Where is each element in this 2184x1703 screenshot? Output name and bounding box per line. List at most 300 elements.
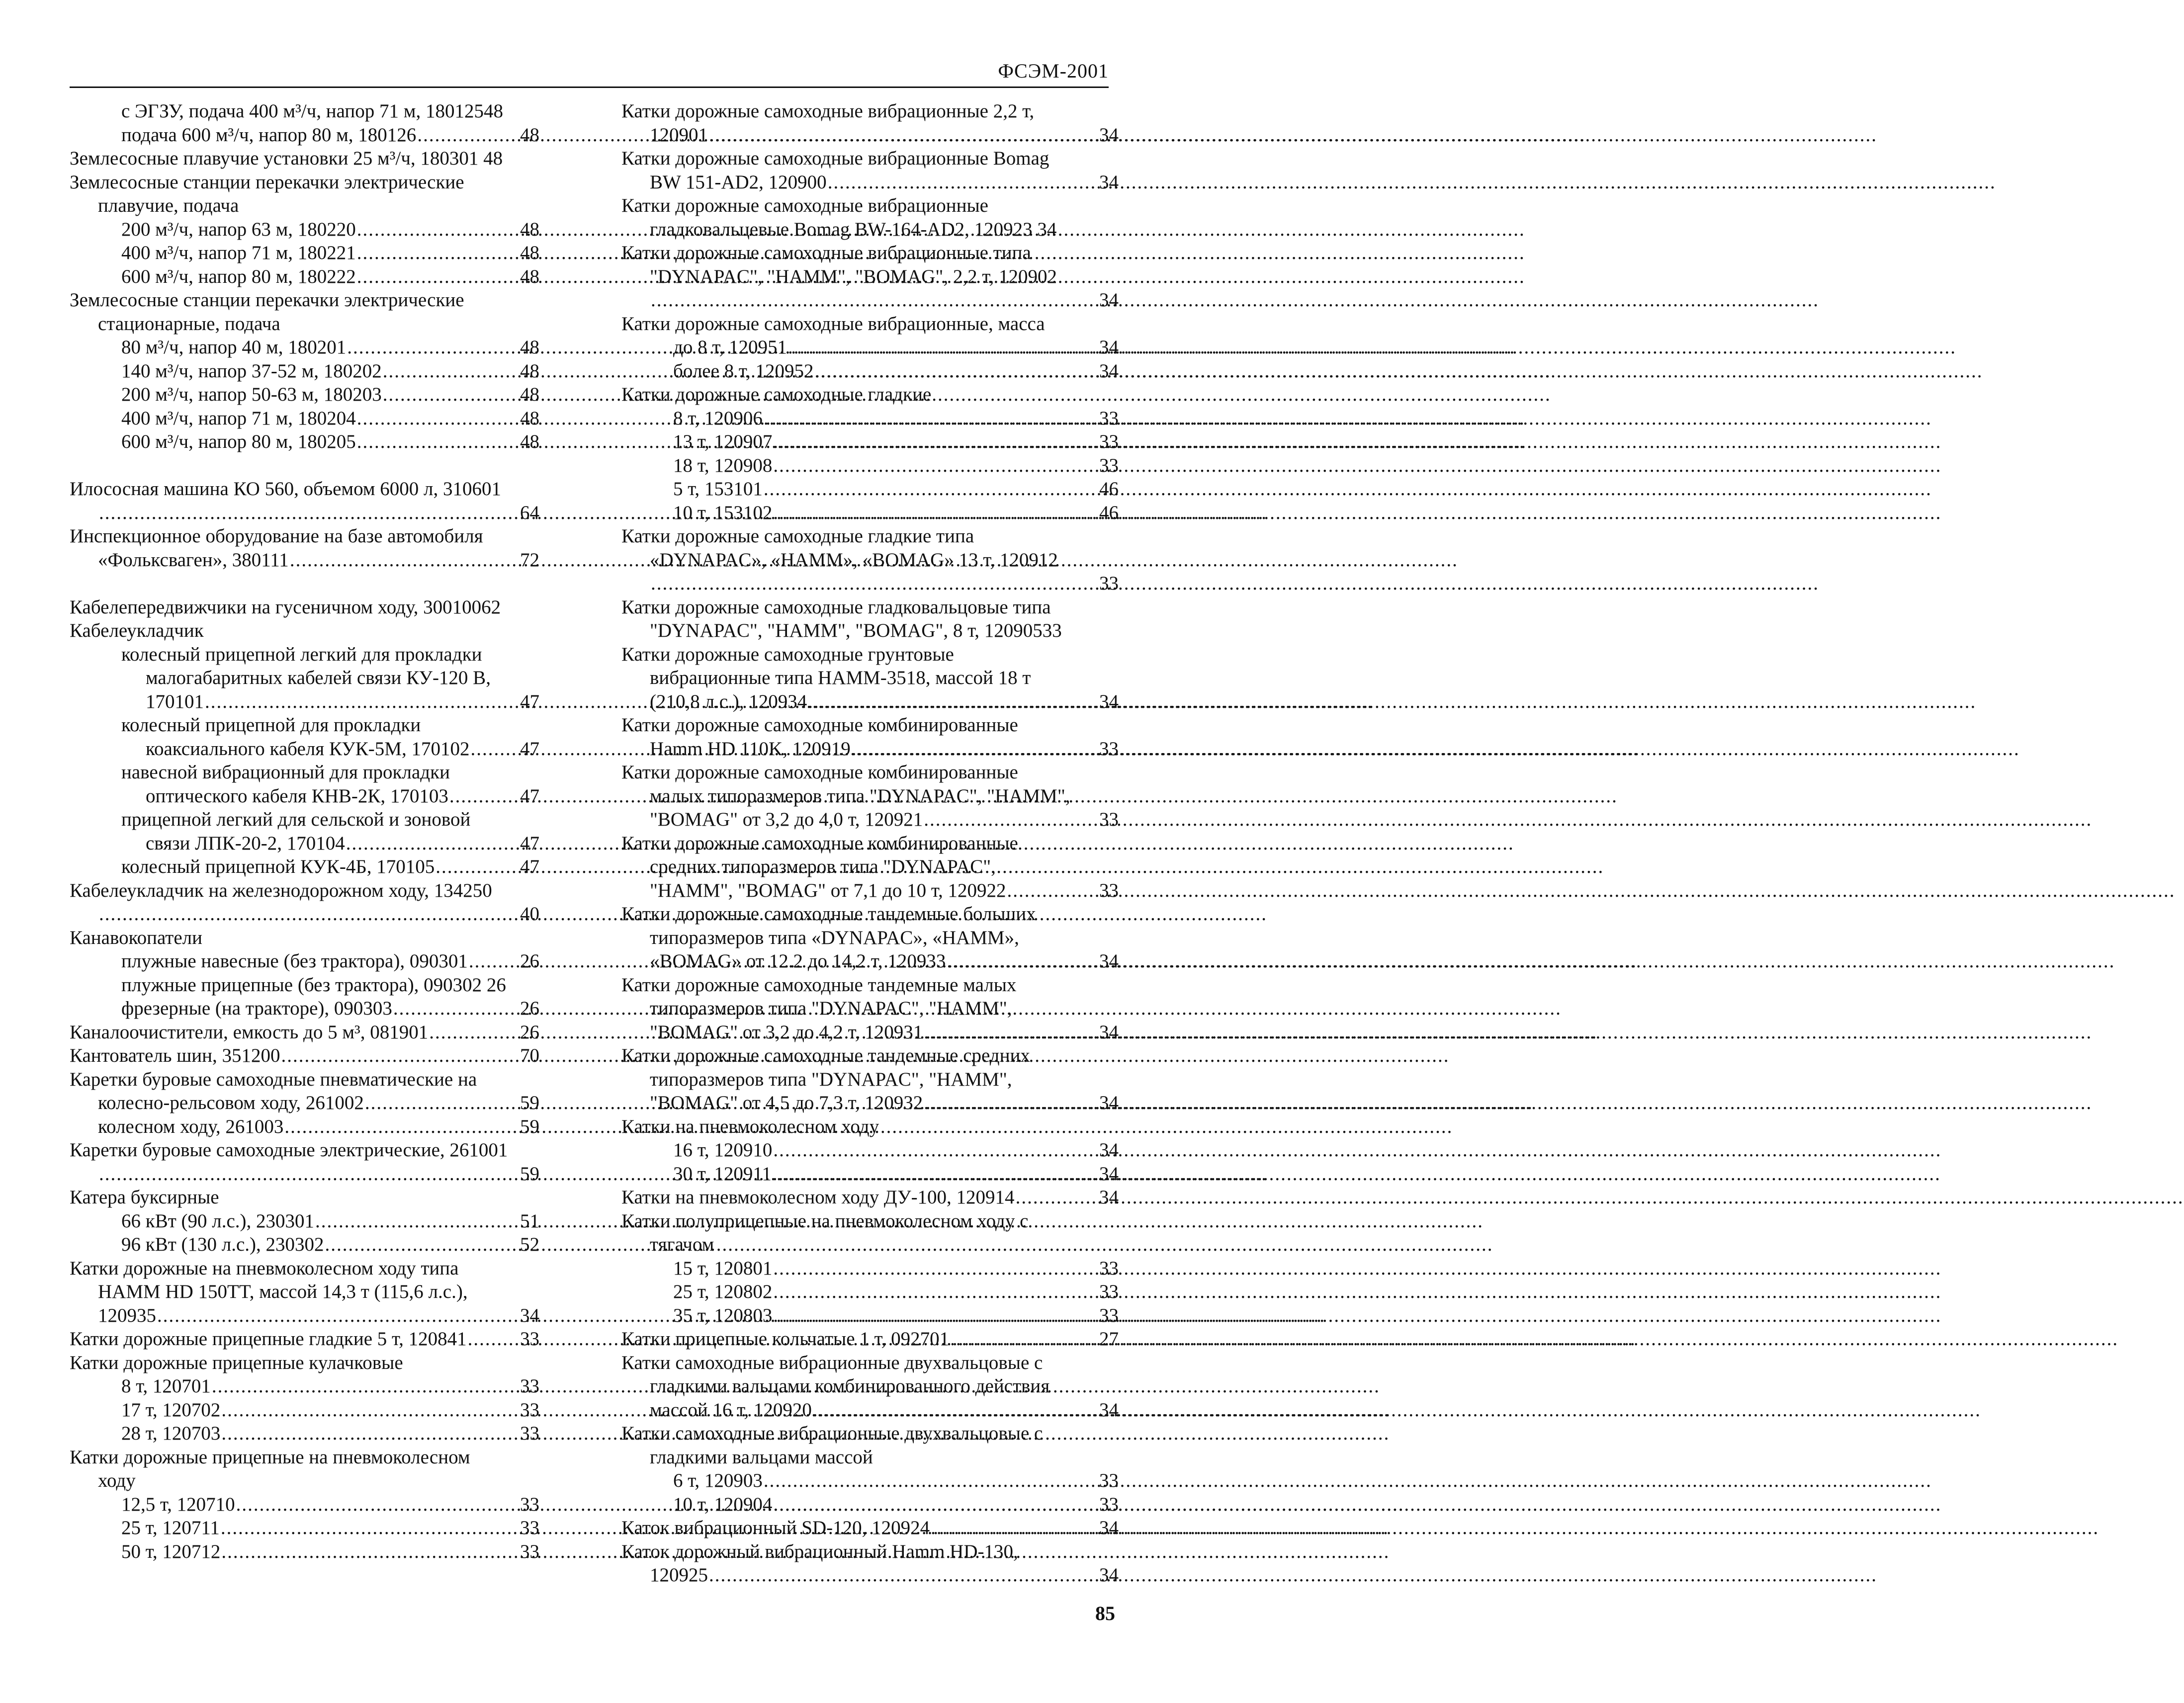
index-entry-text: 30 т, 120911: [673, 1163, 772, 1185]
index-page-ref: 48: [520, 337, 539, 358]
index-entry: [621, 666, 1119, 690]
index-entry-text: Каток дорожный вибрационный Hamm HD-130,: [621, 1540, 1018, 1562]
index-entry-text: Катки дорожные самоходные вибрационные, масса: [621, 313, 1045, 335]
index-entry: [621, 1257, 1119, 1280]
index-entry-text: 10 т, 120904: [673, 1493, 773, 1515]
dot-leader: [650, 572, 1099, 596]
index-page-ref: 47: [520, 832, 539, 854]
index-entry-text: 16 т, 120910: [673, 1139, 773, 1161]
index-entry-text: Катки дорожные самоходные комбинированные: [621, 762, 1018, 783]
dot-leader: [772, 454, 1099, 478]
index-entry: [621, 619, 1119, 643]
index-entry-text: 96 кВт (130 л.с.), 230302: [121, 1234, 324, 1255]
index-page-ref: 34: [1099, 1399, 1119, 1421]
index-entry: [621, 1115, 1119, 1139]
index-entry-text: "BOMAG" от 3,2 до 4,0 т, 120921: [650, 809, 923, 830]
index-entry: [70, 265, 539, 289]
index-entry: [70, 973, 539, 997]
index-page-ref: 27: [1099, 1328, 1119, 1350]
index-entry: [621, 643, 1119, 667]
index-page-ref: 34: [1099, 1021, 1119, 1043]
index-entry: [621, 147, 1119, 170]
index-entry-text: 15 т, 120801: [673, 1257, 773, 1279]
index-entry-text: 200 м³/ч, напор 63 м, 180220: [121, 218, 356, 240]
index-entry: [70, 926, 539, 950]
index-entry: [70, 524, 539, 548]
index-entry-text: Катки дорожные самоходные гладковальцовые типа: [621, 596, 1051, 618]
index-entry-text: коаксиального кабеля КУК-5М, 170102: [146, 738, 470, 760]
running-header: [70, 55, 1109, 88]
index-entry: [70, 383, 539, 407]
index-entry-text: типоразмеров типа "DYNAPAC", "HAMM",: [650, 1068, 1012, 1090]
index-entry-text: Катки дорожные самоходные вибрационные Bomag: [621, 148, 1049, 169]
index-entry: [70, 147, 539, 170]
index-entry-text: 8 т, 120701: [121, 1375, 211, 1397]
index-entry-text: «Фольксваген», 380111: [98, 549, 289, 571]
index-entry: [621, 1469, 1119, 1493]
index-entry: [621, 1374, 1119, 1398]
dot-leader: [356, 241, 520, 265]
index-entry: [621, 1044, 1119, 1068]
index-entry-text: 80 м³/ч, напор 40 м, 180201: [121, 337, 347, 358]
index-page-ref: 33: [520, 1517, 539, 1538]
index-page-ref: 33: [520, 1399, 539, 1421]
index-page-ref: 59: [520, 1092, 539, 1113]
index-entry: [70, 1422, 539, 1446]
index-entry: [621, 832, 1119, 855]
dot-leader: [220, 1516, 520, 1540]
dot-leader: [930, 1516, 1099, 1540]
index-entry-text: 400 м³/ч, напор 71 м, 180221: [121, 242, 356, 263]
index-entry: [621, 359, 1119, 383]
index-page-ref: 48: [520, 360, 539, 382]
index-entry-text: Катки прицепные кольчатые 1 т, 092701: [621, 1328, 950, 1350]
index-entry-text: Катера буксирные: [70, 1187, 219, 1208]
index-entry: [70, 241, 539, 265]
index-entry-text: "DYNAPAC", "HAMM", "BOMAG", 8 т, 12090533: [650, 620, 1062, 641]
dot-leader: [772, 1257, 1099, 1280]
index-entry: [70, 1044, 539, 1068]
dot-leader: [314, 1209, 520, 1233]
index-page-ref: 33: [520, 1423, 539, 1444]
dot-leader: [772, 501, 1099, 525]
index-entry: [70, 336, 539, 359]
index-entry-text: Каток вибрационный SD-120, 120924: [621, 1517, 930, 1538]
index-entry-text: типоразмеров типа «DYNAPAC», «HAMM»,: [650, 927, 1019, 948]
index-entry-text: прицепной легкий для сельской и зоновой: [121, 809, 471, 830]
dot-leader: [772, 430, 1099, 454]
index-entry-text: Катки дорожные самоходные грунтовые: [621, 643, 954, 665]
index-column-left: [70, 99, 539, 1563]
dot-leader: [435, 855, 520, 879]
dot-leader: [356, 265, 520, 289]
index-page-ref: 34: [520, 1304, 539, 1326]
index-page-ref: 34: [1099, 950, 1119, 972]
index-entry: [621, 713, 1119, 737]
dot-leader: [772, 1493, 1099, 1517]
index-entry: [70, 1398, 539, 1422]
index-entry-text: (210,8 л.с.), 120934: [650, 690, 807, 712]
index-entry: [70, 596, 539, 619]
index-entry: [70, 477, 539, 501]
index-entry: [621, 596, 1119, 619]
index-entry-text: стационарные, подача: [98, 313, 280, 335]
index-entry: [621, 1091, 1119, 1115]
dot-leader: [448, 784, 520, 808]
index-page-ref: 33: [1099, 431, 1119, 452]
index-entry-text: "BOMAG" от 3,2 до 4,2 т, 120931: [650, 1021, 923, 1043]
index-entry: [70, 123, 539, 147]
index-entry-text: плужные навесные (без трактора), 090301: [121, 950, 468, 972]
index-page-ref: 34: [1099, 337, 1119, 358]
index-entry: [70, 1540, 539, 1564]
index-entry: [621, 194, 1119, 218]
index-page-ref: 47: [520, 785, 539, 807]
index-page-ref: 34: [1099, 289, 1119, 311]
dot-leader: [324, 1233, 520, 1257]
dot-leader: [772, 1280, 1099, 1304]
index-page-ref: 33: [1099, 454, 1119, 476]
index-entry-text: до 8 т, 120951: [673, 337, 787, 358]
index-entry: [621, 784, 1119, 808]
dot-leader: [382, 359, 520, 383]
index-page-ref: 33: [520, 1328, 539, 1350]
index-entry-text: Катки дорожные самоходные тандемные средних: [621, 1045, 1030, 1066]
index-page-ref: 46: [1099, 502, 1119, 523]
dot-leader: [851, 737, 1099, 761]
index-entry-text: 12,5 т, 120710: [121, 1493, 235, 1515]
dot-leader: [949, 1327, 1099, 1351]
dot-leader: [787, 336, 1099, 359]
dot-leader: [763, 407, 1099, 430]
index-entry: [70, 1446, 539, 1469]
index-entry: [621, 1516, 1119, 1540]
index-entry-text: 13 т, 120907: [673, 431, 773, 452]
index-entry: [70, 1186, 539, 1209]
index-page-ref: 59: [520, 1163, 539, 1185]
index-entry-text: Катки дорожные самоходные комбинированные: [621, 832, 1018, 854]
index-entry: [70, 1280, 539, 1304]
index-entry: [70, 1351, 539, 1375]
index-entry-text: оптического кабеля КНВ-2К, 170103: [146, 785, 448, 807]
index-gap: [70, 454, 539, 478]
index-entry: [621, 524, 1119, 548]
dot-leader: [772, 1138, 1099, 1162]
dot-leader: [98, 1162, 520, 1186]
index-page-ref: 48: [520, 218, 539, 240]
dot-leader: [220, 1540, 520, 1564]
dot-leader: [280, 1044, 520, 1068]
index-entry: [70, 949, 539, 973]
index-entry: [70, 902, 539, 926]
index-page-ref: 51: [520, 1210, 539, 1232]
index-entry-text: связи ЛПК-20-2, 170104: [146, 832, 345, 854]
index-page-ref: 34: [1099, 1187, 1119, 1208]
index-entry-text: Кантователь шин, 351200: [70, 1045, 280, 1066]
index-entry: [70, 761, 539, 784]
index-entry: [621, 572, 1119, 596]
index-page-ref: 34: [1099, 1139, 1119, 1161]
index-entry-text: Кабелеукладчик: [70, 620, 204, 641]
index-page-ref: 48: [520, 407, 539, 429]
index-entry: [621, 761, 1119, 784]
index-entry-text: BW 151-AD2, 120900: [650, 171, 827, 193]
index-entry: [621, 1327, 1119, 1351]
dot-leader: [772, 1304, 1099, 1328]
dot-leader: [211, 1374, 520, 1398]
dot-leader: [708, 1563, 1099, 1587]
index-page-ref: 70: [520, 1045, 539, 1066]
dot-leader: [827, 170, 1099, 194]
index-page-ref: 34: [1099, 690, 1119, 712]
dot-leader: [763, 477, 1099, 501]
index-entry-text: малых типоразмеров типа "DYNAPAC", "HAMM",: [650, 785, 1070, 807]
index-entry-text: Кабелепередвижчики на гусеничном ходу, 30010062: [70, 596, 501, 618]
index-page-ref: 33: [1099, 1257, 1119, 1279]
index-page-ref: 33: [1099, 1304, 1119, 1326]
dot-leader: [807, 690, 1099, 714]
index-entry: [621, 1209, 1119, 1233]
index-entry-text: гладкими вальцами комбинированного действия: [650, 1375, 1050, 1397]
index-page-ref: 72: [520, 549, 539, 571]
index-page-ref: 48: [520, 124, 539, 146]
index-entry: [621, 1398, 1119, 1422]
index-page-ref: 46: [1099, 478, 1119, 500]
index-entry: [621, 997, 1119, 1021]
index-entry-text: "HAMM", "BOMAG" от 7,1 до 10 т, 120922: [650, 879, 1006, 901]
index-entry-text: Катки дорожные самоходные тандемные больших: [621, 903, 1036, 925]
dot-leader: [923, 1021, 1099, 1044]
dot-leader: [812, 1398, 1099, 1422]
index-entry: [70, 170, 539, 194]
index-page-ref: 52: [520, 1234, 539, 1255]
index-entry-text: колесном ходу, 261003: [98, 1115, 284, 1137]
index-entry: [70, 1233, 539, 1257]
index-entry: [621, 1351, 1119, 1375]
index-entry: [621, 1446, 1119, 1469]
index-entry: [621, 288, 1119, 312]
index-entry-text: фрезерные (на тракторе), 090303: [121, 998, 392, 1019]
dot-leader: [283, 1115, 520, 1139]
dot-leader: [382, 383, 520, 407]
dot-leader: [923, 1091, 1099, 1115]
index-entry-text: вибрационные типа HAMM-3518, массой 18 т: [650, 667, 1031, 688]
index-entry-text: колесный прицепной легкий для прокладки: [121, 643, 482, 665]
index-entry-text: Илососная машина КО 560, объемом 6000 л, 310601: [70, 478, 501, 500]
index-entry-text: средних типоразмеров типа "DYNAPAC",: [650, 856, 996, 877]
index-entry: [70, 1493, 539, 1517]
index-entry-text: Катки дорожные прицепные гладкие 5 т, 120841: [70, 1328, 467, 1350]
index-entry: [70, 1162, 539, 1186]
index-entry: [70, 1516, 539, 1540]
index-entry: [621, 855, 1119, 879]
index-entry-text: "DYNAPAC", "HAMM", "BOMAG", 2,2 т, 120902: [650, 265, 1057, 287]
dot-leader: [467, 1327, 520, 1351]
dot-leader: [416, 123, 520, 147]
index-page-ref: 34: [1099, 360, 1119, 382]
index-page-ref: 26: [520, 950, 539, 972]
index-entry-text: 120935: [98, 1304, 156, 1326]
index-entry-text: 25 т, 120802: [673, 1281, 773, 1302]
index-entry-text: гладкими вальцами массой: [650, 1446, 873, 1468]
index-page-ref: 33: [520, 1540, 539, 1562]
index-entry-text: Землесосные плавучие установки 25 м³/ч, 180301 48: [70, 148, 503, 169]
index-entry: [621, 265, 1119, 289]
dot-leader: [289, 548, 520, 572]
index-entry-text: малогабаритных кабелей связи КУ-120 В,: [146, 667, 491, 688]
index-entry-text: 5 т, 153101: [673, 478, 763, 500]
index-entry: [70, 1327, 539, 1351]
index-entry: [70, 1138, 539, 1162]
index-page-ref: 33: [1099, 407, 1119, 429]
index-entry-text: массой 16 т, 120920: [650, 1399, 812, 1421]
index-entry-text: Инспекционное оборудование на базе автомобиля: [70, 525, 483, 547]
index-entry-text: 400 м³/ч, напор 71 м, 180204: [121, 407, 356, 429]
index-entry: [621, 312, 1119, 336]
index-entry-text: Каналоочистители, емкость до 5 м³, 081901: [70, 1021, 429, 1043]
index-entry: [621, 430, 1119, 454]
index-entry-text: колесный прицепной для прокладки: [121, 714, 421, 736]
index-page-ref: 33: [1099, 1281, 1119, 1302]
index-entry: [70, 99, 539, 123]
index-entry-text: 600 м³/ч, напор 80 м, 180205: [121, 431, 356, 452]
index-entry-text: с ЭГЗУ, подача 400 м³/ч, напор 71 м, 18012548: [121, 100, 503, 122]
index-entry-text: колесный прицепной КУК-4Б, 170105: [121, 856, 435, 877]
index-entry-text: Землесосные станции перекачки электрические: [70, 171, 464, 193]
index-entry: [70, 218, 539, 242]
index-entry-text: 17 т, 120702: [121, 1399, 221, 1421]
index-entry-text: Катки дорожные на пневмоколесном ходу типа: [70, 1257, 459, 1279]
index-entry-text: 8 т, 120906: [673, 407, 763, 429]
index-entry-text: 10 т, 153102: [673, 502, 773, 523]
index-entry: [70, 501, 539, 525]
index-entry: [70, 643, 539, 667]
index-entry: [621, 1021, 1119, 1044]
index-page-ref: 33: [520, 1493, 539, 1515]
index-entry-text: 28 т, 120703: [121, 1423, 221, 1444]
index-page-ref: 33: [1099, 573, 1119, 594]
index-entry: [70, 1257, 539, 1280]
index-entry: [621, 808, 1119, 832]
index-entry: [621, 737, 1119, 761]
dot-leader: [364, 1091, 520, 1115]
index-entry-text: Hamm HD 110K, 120919: [650, 738, 851, 760]
index-entry: [70, 1209, 539, 1233]
index-entry-text: 50 т, 120712: [121, 1540, 221, 1562]
index-entry: [70, 784, 539, 808]
index-entry: [621, 170, 1119, 194]
dot-leader: [772, 1162, 1099, 1186]
index-entry-text: 35 т, 120803: [673, 1304, 773, 1326]
index-entry-text: 120925: [650, 1564, 708, 1586]
index-entry-text: 200 м³/ч, напор 50-63 м, 180203: [121, 384, 382, 405]
index-entry-text: более 8 т, 120952: [673, 360, 814, 382]
index-entry-text: Катки на пневмоколесном ходу: [621, 1115, 879, 1137]
dot-leader: [1015, 1186, 1099, 1209]
index-page-ref: 34: [1099, 1092, 1119, 1113]
index-entry-text: Катки дорожные прицепные кулачковые: [70, 1352, 403, 1373]
index-entry: [621, 1422, 1119, 1446]
dot-leader: [763, 1469, 1099, 1493]
index-entry: [70, 713, 539, 737]
index-page-ref: 34: [1099, 124, 1119, 146]
index-page-ref: 33: [1099, 1493, 1119, 1515]
index-page-ref: 34: [1099, 1517, 1119, 1538]
index-entry-text: "BOMAG" от 4,5 до 7,3 т, 120932: [650, 1092, 923, 1113]
index-page-ref: 47: [520, 856, 539, 877]
index-entry: [70, 1068, 539, 1092]
index-entry: [70, 737, 539, 761]
index-entry: [621, 1068, 1119, 1092]
index-entry: [70, 548, 539, 572]
index-entry: [70, 1021, 539, 1044]
index-entry: [70, 194, 539, 218]
index-entry: [70, 430, 539, 454]
index-entry: [621, 548, 1119, 572]
index-entry-text: Каретки буровые самоходные электрические, 261001: [70, 1139, 508, 1161]
dot-leader: [220, 1398, 520, 1422]
index-page-ref: 26: [520, 1021, 539, 1043]
index-entry: [70, 690, 539, 714]
index-entry-text: «BOMAG» от 12.2 до 14,2 т, 120933: [650, 950, 946, 972]
index-entry: [621, 1162, 1119, 1186]
index-entry: [621, 1138, 1119, 1162]
index-entry: [70, 832, 539, 855]
index-page-ref: 48: [520, 242, 539, 263]
index-page-ref: 33: [1099, 1470, 1119, 1491]
index-page-ref: 26: [520, 998, 539, 1019]
dot-leader: [156, 1304, 520, 1328]
index-entry: [621, 926, 1119, 950]
dot-leader: [356, 407, 520, 430]
index-entry: [621, 383, 1119, 407]
index-entry-text: 25 т, 120711: [121, 1517, 220, 1538]
dot-leader: [923, 808, 1099, 832]
index-entry-text: 140 м³/ч, напор 37-52 м, 180202: [121, 360, 382, 382]
index-entry: [621, 1493, 1119, 1517]
index-page-ref: 48: [520, 265, 539, 287]
index-entry: [621, 99, 1119, 123]
index-entry: [621, 501, 1119, 525]
index-entry: [621, 123, 1119, 147]
index-column-right: [621, 99, 1119, 1587]
index-entry: [621, 1280, 1119, 1304]
dot-leader: [98, 501, 520, 525]
dot-leader: [220, 1422, 520, 1446]
header-title: ФСЭМ-2001: [998, 60, 1109, 82]
index-entry: [70, 1091, 539, 1115]
index-page-ref: 34: [1099, 171, 1119, 193]
index-page-ref: 59: [520, 1115, 539, 1137]
dot-leader: [98, 902, 520, 926]
index-entry-text: HAMM HD 150TT, массой 14,3 т (115,6 л.с.),: [98, 1281, 468, 1302]
dot-leader: [1006, 879, 1099, 903]
index-entry: [621, 1563, 1119, 1587]
index-page-ref: 48: [520, 384, 539, 405]
index-entry-text: тягачом: [650, 1234, 714, 1255]
index-entry: [70, 808, 539, 832]
index-page-ref: 48: [520, 431, 539, 452]
index-entry-text: плавучие, подача: [98, 195, 239, 216]
index-entry: [621, 1304, 1119, 1328]
index-entry-text: Катки дорожные самоходные вибрационные 2,2 т,: [621, 100, 1035, 122]
dot-leader: [946, 949, 1099, 973]
index-entry-text: 120901: [650, 124, 708, 146]
index-entry: [621, 218, 1119, 242]
index-page-ref: 33: [1099, 879, 1119, 901]
index-entry: [70, 407, 539, 430]
index-entry: [621, 1186, 1119, 1209]
